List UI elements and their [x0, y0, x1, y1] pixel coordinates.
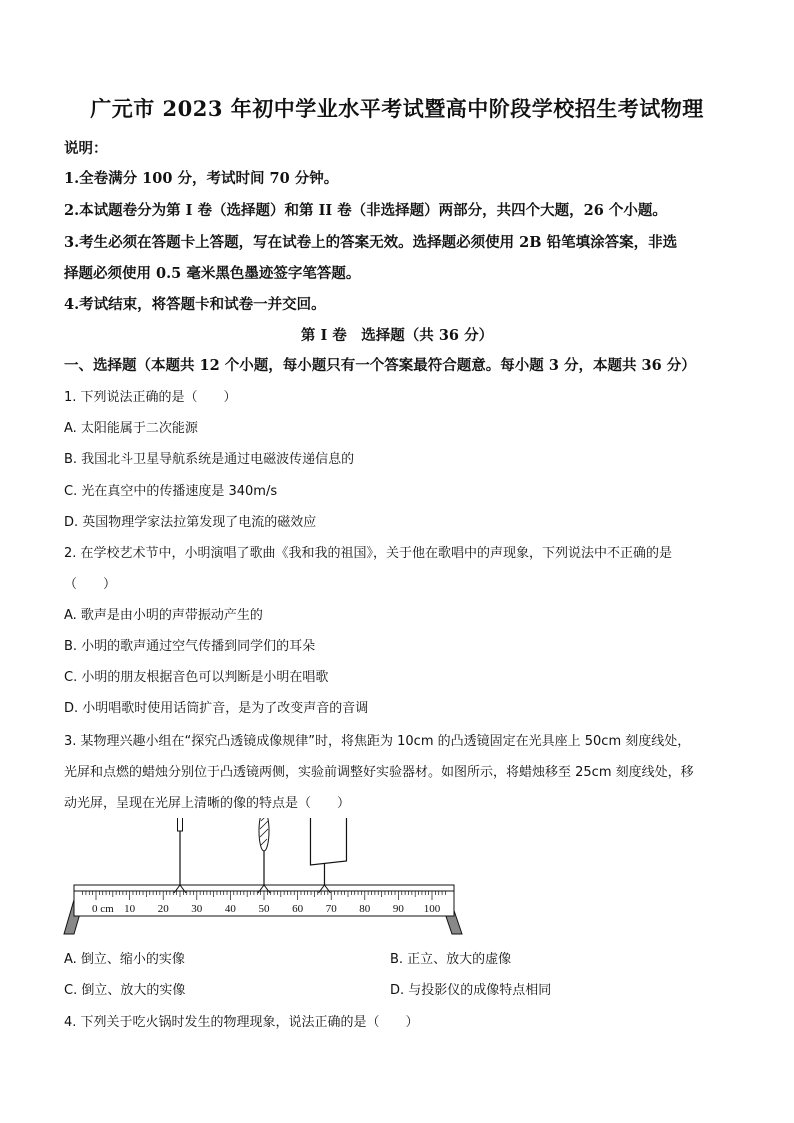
optical-bench-figure [60, 818, 472, 940]
q2-option-d: D. 小明唱歌时使用话筒扩音，是为了改变声音的音调 [64, 701, 369, 716]
exam-title: 广元市 2023 年初中学业水平考试暨高中阶段学校招生考试物理 [90, 96, 704, 121]
instruction-3: 3.考生必须在答题卡上答题，写在试卷上的答案无效。选择题必须使用 2B 铅笔填涂答案，非选 [64, 234, 678, 251]
q1-option-d: D. 英国物理学家法拉第发现了电流的磁效应 [64, 515, 317, 530]
scale-label: 0 cm [92, 903, 114, 915]
bench-rail-top [74, 885, 454, 891]
instruction-4: 4.考试结束，将答题卡和试卷一并交回。 [64, 296, 326, 313]
q1-option-a: A. 太阳能属于二次能源 [64, 421, 198, 436]
scale-label: 70 [325, 903, 337, 915]
q1-option-c: C. 光在真空中的传播速度是 340m/s [64, 484, 278, 499]
q3-option-b: B. 正立、放大的虚像 [390, 952, 512, 967]
candle [174, 818, 186, 893]
q3-option-c: C. 倒立、放大的实像 [64, 983, 186, 998]
q3-option-d: D. 与投影仪的成像特点相同 [390, 983, 552, 998]
instructions-heading: 说明： [64, 140, 108, 157]
scale-label: 90 [392, 903, 404, 915]
q1-option-b: B. 我国北斗卫星导航系统是通过电磁波传递信息的 [64, 452, 355, 467]
scale-label: 40 [224, 903, 236, 915]
q2-option-b: B. 小明的歌声通过空气传播到同学们的耳朵 [64, 639, 316, 654]
scale-label: 60 [292, 903, 304, 915]
q2-option-c: C. 小明的朋友根据音色可以判断是小明在唱歌 [64, 670, 329, 685]
q3-stem-cont-2: 动光屏，呈现在光屏上清晰的像的特点是（ ） [64, 796, 351, 811]
q1-stem: 1. 下列说法正确的是（ ） [64, 390, 237, 405]
instruction-2: 2.本试题卷分为第 I 卷（选择题）和第 II 卷（非选择题）两部分，共四个大题，26 个小题。 [64, 202, 667, 219]
q2-option-a: A. 歌声是由小明的声带振动产生的 [64, 608, 263, 623]
light-screen [310, 818, 346, 893]
instruction-3-cont: 择题必须使用 0.5 毫米黑色墨迹签字笔答题。 [64, 265, 361, 282]
scale-label: 100 [423, 903, 441, 915]
scale-label: 10 [124, 903, 136, 915]
instruction-1: 1.全卷满分 100 分，考试时间 70 分钟。 [64, 170, 339, 187]
q3-stem: 3. 某物理兴趣小组在“探究凸透镜成像规律”时，将焦距为 10cm 的凸透镜固定在光具座上 50cm 刻度线处， [64, 734, 691, 749]
scale-label: 20 [157, 903, 169, 915]
q2-stem: 2. 在学校艺术节中，小明演唱了歌曲《我和我的祖国》，关于他在歌唱中的声现象，下列说法中不正确的是 [64, 546, 673, 561]
scale-label: 30 [191, 903, 203, 915]
q2-stem-cont: （ ） [64, 577, 117, 592]
q3-stem-cont-1: 光屏和点燃的蜡烛分别位于凸透镜两侧，实验前调整好实验器材。如图所示，将蜡烛移至 25cm 刻度线处，移 [64, 765, 694, 780]
section-title: 第 I 卷 选择题（共 36 分） [300, 327, 494, 344]
section-header: 一、选择题（本题共 12 个小题，每小题只有一个答案最符合题意。每小题 3 分，本题共 36 分） [64, 357, 696, 374]
q4-stem: 4. 下列关于吃火锅时发生的物理现象，说法正确的是（ ） [64, 1015, 419, 1030]
q3-option-a: A. 倒立、缩小的实像 [64, 952, 185, 967]
convex-lens [258, 818, 270, 893]
scale-label: 80 [359, 903, 371, 915]
scale-label: 50 [258, 903, 270, 915]
